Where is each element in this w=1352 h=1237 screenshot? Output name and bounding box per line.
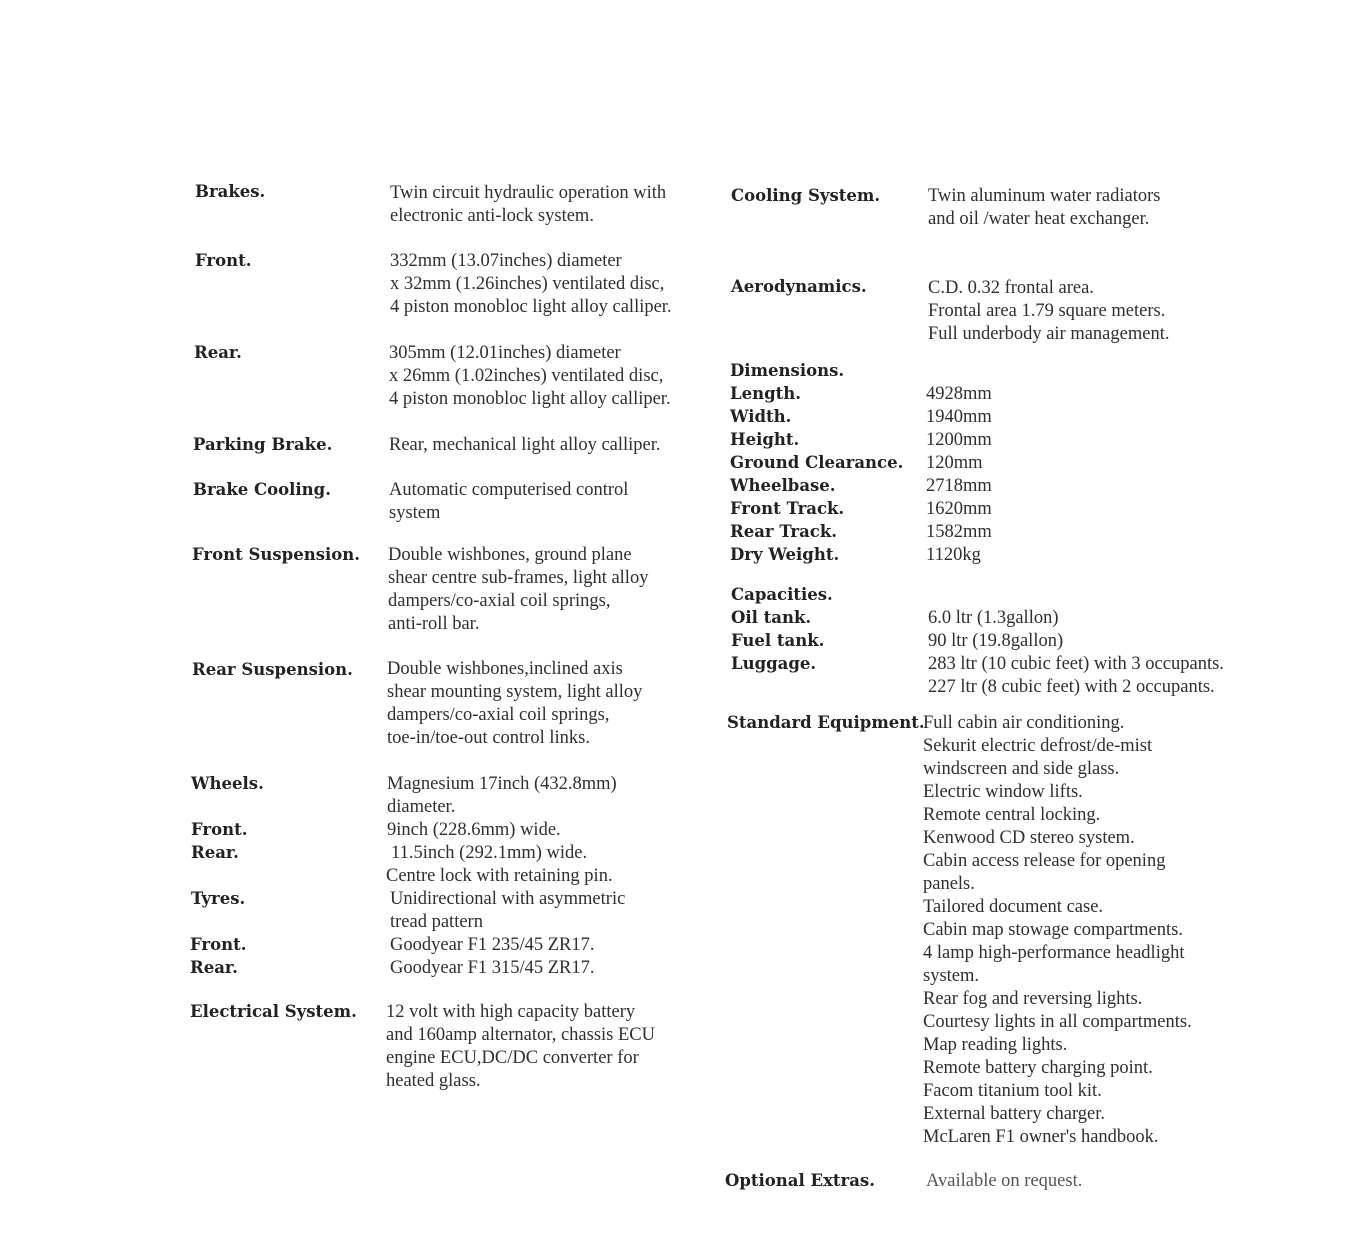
- front-brakes-label: Front.: [195, 251, 252, 270]
- cooling-line: Twin aluminum water radiators: [928, 186, 1161, 206]
- wheels-note: Centre lock with retaining pin.: [386, 866, 613, 886]
- rear-suspension-label: Rear Suspension.: [192, 660, 353, 679]
- tyres-rear-label: Rear.: [190, 958, 238, 977]
- front-suspension-line: shear centre sub-frames, light alloy: [388, 568, 649, 588]
- rear-suspension-line: toe-in/toe-out control links.: [387, 728, 590, 748]
- dimension-label: Height.: [730, 430, 800, 449]
- front-brakes-line: x 32mm (1.26inches) ventilated disc,: [390, 274, 665, 294]
- tyres-line: tread pattern: [390, 912, 483, 932]
- electrical-line: engine ECU,DC/DC converter for: [386, 1048, 639, 1068]
- rear-brakes-line: 4 piston monobloc light alloy calliper.: [389, 389, 671, 409]
- front-brakes-line: 4 piston monobloc light alloy calliper.: [390, 297, 672, 317]
- rear-brakes-line: 305mm (12.01inches) diameter: [389, 343, 621, 363]
- rear-suspension-line: dampers/co-axial coil springs,: [387, 705, 610, 725]
- front-brakes-value: [390, 250, 672, 319]
- dimensions-labels: [730, 382, 903, 566]
- brake-cooling-value: [389, 479, 628, 525]
- wheels-value: [387, 773, 617, 819]
- dimension-value: 120mm: [926, 453, 983, 473]
- equipment-item: Remote central locking.: [923, 805, 1101, 825]
- dimension-value: 2718mm: [926, 476, 992, 496]
- equipment-item: External battery charger.: [923, 1104, 1106, 1124]
- standard-equipment-list: [923, 712, 1192, 1149]
- cooling-line: and oil /water heat exchanger.: [928, 209, 1150, 229]
- tyres-label: Tyres.: [191, 889, 246, 908]
- cooling-label: Cooling System.: [731, 186, 881, 205]
- front-suspension-line: dampers/co-axial coil springs,: [388, 591, 611, 611]
- brake-cooling-line: system: [389, 503, 441, 523]
- rear-suspension-value: [387, 658, 642, 750]
- electrical-label: Electrical System.: [190, 1002, 357, 1021]
- equipment-item: 4 lamp high-performance headlight: [923, 943, 1185, 963]
- equipment-item: Cabin access release for opening: [923, 851, 1166, 871]
- aerodynamics-label: Aerodynamics.: [731, 277, 867, 296]
- rear-brakes-value: [389, 342, 671, 411]
- equipment-item: panels.: [923, 874, 975, 894]
- capacity-value: 90 ltr (19.8gallon): [928, 631, 1064, 651]
- aerodynamics-line: Full underbody air management.: [928, 324, 1170, 344]
- capacities-labels: [731, 606, 824, 675]
- parking-brake-value: [389, 434, 661, 457]
- aerodynamics-line: C.D. 0.32 frontal area.: [928, 278, 1094, 298]
- equipment-item: Rear fog and reversing lights.: [923, 989, 1143, 1009]
- electrical-value: [386, 1001, 655, 1093]
- tyres-value: [390, 888, 625, 934]
- dimensions-heading: Dimensions.: [730, 361, 845, 380]
- equipment-item: Tailored document case.: [923, 897, 1104, 917]
- wheels-front-label: Front.: [191, 820, 248, 839]
- dimensions-values: [926, 383, 992, 567]
- equipment-item: Cabin map stowage compartments.: [923, 920, 1183, 940]
- optional-extras-label: Optional Extras.: [725, 1171, 875, 1190]
- dimension-label: Length.: [730, 384, 801, 403]
- brakes-label: Brakes.: [195, 182, 266, 201]
- capacity-value: 6.0 ltr (1.3gallon): [928, 608, 1059, 628]
- capacities-heading: Capacities.: [731, 585, 833, 604]
- equipment-item: Remote battery charging point.: [923, 1058, 1153, 1078]
- front-suspension-line: anti-roll bar.: [388, 614, 480, 634]
- dimension-label: Ground Clearance.: [730, 453, 904, 472]
- cooling-value: [928, 185, 1160, 231]
- capacity-label: Fuel tank.: [731, 631, 825, 650]
- equipment-item: Map reading lights.: [923, 1035, 1068, 1055]
- aerodynamics-line: Frontal area 1.79 square meters.: [928, 301, 1166, 321]
- aerodynamics-value: [928, 277, 1169, 346]
- capacity-label: Oil tank.: [731, 608, 812, 627]
- equipment-item: Courtesy lights in all compartments.: [923, 1012, 1192, 1032]
- equipment-item: Facom titanium tool kit.: [923, 1081, 1102, 1101]
- capacities-values: [928, 607, 1224, 699]
- equipment-item: windscreen and side glass.: [923, 759, 1120, 779]
- rear-suspension-line: shear mounting system, light alloy: [387, 682, 643, 702]
- tyres-front-label: Front.: [190, 935, 247, 954]
- equipment-item: Kenwood CD stereo system.: [923, 828, 1135, 848]
- dimension-value: 1120kg: [926, 545, 981, 565]
- wheels-line: diameter.: [387, 797, 456, 817]
- dimension-label: Wheelbase.: [730, 476, 836, 495]
- dimension-value: 1940mm: [926, 407, 992, 427]
- tyres-rear-value: Goodyear F1 315/45 ZR17.: [390, 958, 595, 978]
- capacity-value: 283 ltr (10 cubic feet) with 3 occupants.: [928, 654, 1224, 674]
- dimension-label: Dry Weight.: [730, 545, 840, 564]
- dimension-label: Front Track.: [730, 499, 845, 518]
- equipment-item: system.: [923, 966, 980, 986]
- front-suspension-label: Front Suspension.: [192, 545, 361, 564]
- front-suspension-line: Double wishbones, ground plane: [388, 545, 632, 565]
- brake-cooling-label: Brake Cooling.: [193, 480, 331, 499]
- brakes-line: Twin circuit hydraulic operation with: [390, 183, 667, 203]
- parking-brake-line: Rear, mechanical light alloy calliper.: [389, 435, 661, 455]
- wheels-rear-value: 11.5inch (292.1mm) wide.: [391, 843, 588, 863]
- tyres-front-value: Goodyear F1 235/45 ZR17.: [390, 935, 595, 955]
- dimension-value: 1620mm: [926, 499, 992, 519]
- capacity-label: Luggage.: [731, 654, 817, 673]
- equipment-item: Electric window lifts.: [923, 782, 1083, 802]
- dimension-label: Width.: [730, 407, 792, 426]
- dimension-value: 1200mm: [926, 430, 992, 450]
- rear-brakes-label: Rear.: [194, 343, 242, 362]
- rear-brakes-line: x 26mm (1.02inches) ventilated disc,: [389, 366, 664, 386]
- capacity-value-extra: 227 ltr (8 cubic feet) with 2 occupants.: [928, 677, 1215, 697]
- electrical-line: and 160amp alternator, chassis ECU: [386, 1025, 655, 1045]
- wheels-line: Magnesium 17inch (432.8mm): [387, 774, 617, 794]
- brakes-line: electronic anti-lock system.: [390, 206, 594, 226]
- dimension-label: Rear Track.: [730, 522, 838, 541]
- dimension-value: 4928mm: [926, 384, 992, 404]
- wheels-label: Wheels.: [191, 774, 264, 793]
- brake-cooling-line: Automatic computerised control: [389, 480, 629, 500]
- brakes-value: [390, 182, 666, 228]
- equipment-item: Sekurit electric defrost/de-mist: [923, 736, 1153, 756]
- optional-extras-value: Available on request.: [926, 1171, 1083, 1191]
- equipment-item: Full cabin air conditioning.: [923, 713, 1125, 733]
- front-brakes-line: 332mm (13.07inches) diameter: [390, 251, 622, 271]
- electrical-line: heated glass.: [386, 1071, 481, 1091]
- rear-suspension-line: Double wishbones,inclined axis: [387, 659, 623, 679]
- front-suspension-value: [388, 544, 648, 636]
- dimension-value: 1582mm: [926, 522, 992, 542]
- wheels-rear-label: Rear.: [191, 843, 239, 862]
- electrical-line: 12 volt with high capacity battery: [386, 1002, 636, 1022]
- parking-brake-label: Parking Brake.: [193, 435, 333, 454]
- standard-equipment-label: Standard Equipment.: [727, 713, 925, 732]
- tyres-line: Unidirectional with asymmetric: [390, 889, 626, 909]
- wheels-front-value: 9inch (228.6mm) wide.: [387, 820, 561, 840]
- equipment-item: McLaren F1 owner's handbook.: [923, 1127, 1159, 1147]
